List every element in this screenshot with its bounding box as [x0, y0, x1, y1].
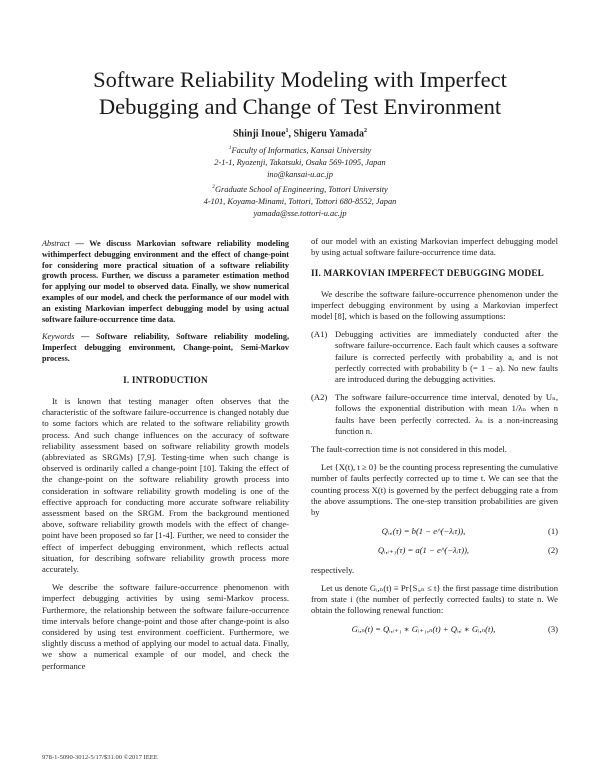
section-1-heading: I. INTRODUCTION	[123, 374, 208, 385]
affil-1-email: ino@kansai-u.ac.jp	[267, 169, 333, 179]
affil-1-mark: 1	[228, 145, 232, 151]
assumption-a2-tag: (A2)	[311, 392, 328, 403]
section-2-heading: II. MARKOVIAN IMPERFECT DEBUGGING MODEL	[311, 268, 544, 279]
title-line-1: Software Reliability Modeling with Imperfect	[93, 67, 507, 92]
affil-2-email: yamada@sse.tottori-u.ac.jp	[253, 208, 347, 218]
abstract	[42, 239, 289, 325]
title-line-2: Debugging and Change of Test Environment	[98, 94, 502, 119]
assumption-a1-text: Debugging activities are immediately conducted after the software failure-occurrence. Each fault which causes a software failure is corrected perfectly with probability a, and is not perfectly corrected with probability b (= 1 − a). No new faults are introduced during the debugging activities.	[335, 329, 558, 385]
equation-3	[311, 624, 558, 635]
intro-paragraph-1: It is known that testing manager often observes that the characteristic of the software failure-occurrence is changed notably due to some factors which are related to the software reliability growth process. And such change influences on the accuracy of software reliability assessment based on software reliability growth models (abbreviated as SRGMs) [7,9]. Testing-time when such change is observed is ordinarily called a change-point [10]. Taking the effect of the change-point on the software reliability growth process into consideration in software reliability growth modeling is one of the effective approach for conducting more accurate software reliability assessment based on the SRGM. From the background mentioned above, software reliability growth models with the effect of change-point have been proposed so far [1-4]. Further, we need to consider the effect of imperfect debugging environment, which reflects actual situation, for describing software reliability growth process more accurately.	[42, 395, 289, 575]
equation-1-number: (1)	[547, 526, 558, 537]
author-2-mark: 2	[364, 128, 367, 134]
author-1-mark: 1	[285, 128, 289, 134]
affiliations	[60, 142, 540, 220]
equation-2	[311, 545, 558, 556]
section-2-paragraph-5: Let us denote Gᵢ,ₙ(t) ≡ Pr{Sᵢ,ₙ ≤ t} the first passage time distribution from state i (the number of perfectly corrected faults) to state n. We obtain the following renewal function:	[311, 582, 558, 616]
intro-paragraph-2: We describe the software failure-occurrence phenomenon with imperfect debugging activities by using semi-Markov process. Furthermore, the relationship between the software failure-occurrence time intervals before change-point and those after change-point is also considered by using test environment coefficient. Furthermore, we slightly discuss a method of applying our model to actual data. Finally, we show a numerical example of our model, and check the performance	[42, 582, 289, 671]
equation-1	[311, 526, 558, 537]
equation-2-expr: Qᵢ,ᵢ₊₁(τ) = a(1 − e^(−λᵢτ)),	[377, 545, 470, 556]
abstract-label: Abstract	[42, 239, 70, 248]
assumption-a2	[311, 392, 558, 437]
keywords-text: — Software reliability, Software reliability modeling, Imperfect debugging environment, Change-point, Semi-Markov process.	[42, 332, 289, 363]
assumption-a1	[311, 329, 558, 385]
abstract-text: — We discuss Markovian software reliability modeling withimperfect debugging environment and the effect of change-point for considering more practical situation of a software reliability growth process. Further, we discuss a parameter estimation method for applying our model to observed data. Finally, we show numerical examples of our model, and check the performance of our model with an existing Markovian imperfect debugging model by using actual software failure-occurrence time data.	[42, 239, 289, 324]
right-column	[311, 236, 558, 644]
author-line	[40, 128, 560, 139]
intro-continuation: of our model with an existing Markovian imperfect debugging model by using actual software failure-occurrence time data.	[311, 236, 558, 258]
section-2-paragraph-1: We describe the software failure-occurrence phenomenon under the imperfect debugging environment by using a Markovian imperfect model [8], which is based on the following assumptions:	[311, 288, 558, 322]
affil-1-line-2: 2-1-1, Ryozenji, Takatsuki, Osaka 569-1095, Japan	[214, 157, 386, 167]
affil-2-line-1: Graduate School of Engineering, Tottori University	[214, 184, 388, 194]
equation-3-expr: Gᵢ,ₙ(t) = Qᵢ,ᵢ₊₁ ∗ Gᵢ₊₁,ₙ(t) + Qᵢ,ᵢ ∗ Gᵢ,ₙ(t),	[351, 624, 496, 635]
equation-3-number: (3)	[547, 624, 558, 635]
author-separator: ,	[288, 128, 294, 140]
affil-2-mark: 2	[212, 183, 215, 190]
keywords	[42, 332, 289, 364]
author-1: Shinji Inoue	[232, 128, 286, 140]
affil-1-line-1: Faculty of Informatics, Kansai University	[231, 145, 372, 155]
assumption-a2-text: The software failure-occurrence time interval, denoted by Uₙ, follows the exponential distribution with mean 1/λₙ when n faults have been perfectly corrected. λₙ is a non-increasing function n.	[335, 392, 558, 436]
equation-2-number: (2)	[547, 545, 558, 556]
affil-2-line-2: 4-101, Koyama-Minami, Tottori, Tottori 680-8552, Japan	[203, 196, 397, 206]
copyright-footer: 978-1-5090-3012-5/17/$31.00 ©2017 IEEE	[42, 754, 158, 761]
section-2-paragraph-3: Let {X(t), t ≥ 0} be the counting process representing the cumulative number of faults perfectly corrected up to time t. We can see that the counting process X(t) is governed by the perfect debugging rate a from the above assumptions. The one-step transition probabilities are given by	[311, 462, 558, 518]
keywords-label: Keywords	[42, 332, 75, 342]
author-2: Shigeru Yamada	[293, 128, 364, 140]
section-2-paragraph-2: The fault-correction time is not considered in this model.	[311, 444, 507, 455]
paper-title	[40, 66, 560, 120]
left-column	[42, 239, 289, 679]
equation-1-expr: Qᵢ,ᵢ(τ) = b(1 − e^(−λᵢτ)),	[381, 526, 466, 537]
assumption-a1-tag: (A1)	[311, 329, 328, 340]
section-2-paragraph-4: respectively.	[311, 564, 355, 575]
